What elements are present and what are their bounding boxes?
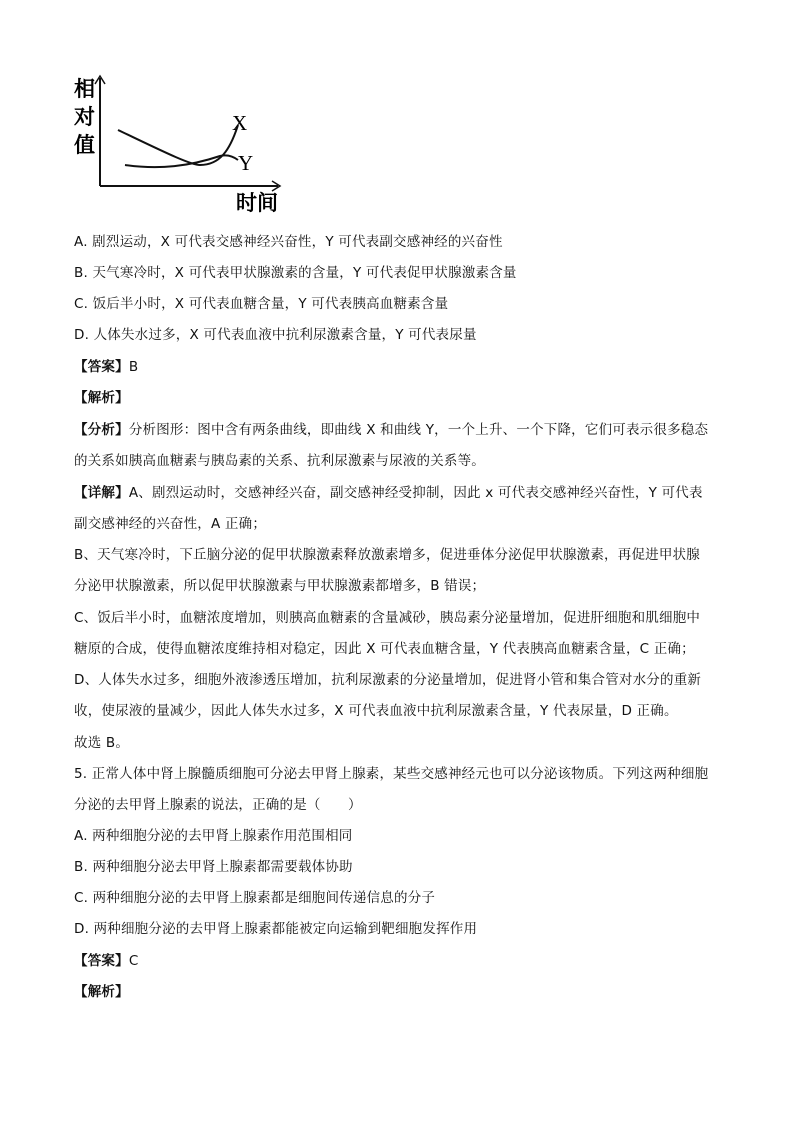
q5-stem-line-2: 分泌的去甲肾上腺素的说法，正确的是（ ）	[74, 797, 362, 813]
xlabel: 时间	[236, 191, 278, 215]
analysis-line	[74, 670, 701, 690]
curve-x	[118, 125, 238, 165]
analysis-line	[74, 545, 700, 565]
q4-option-d: D. 人体失水过多，X 可代表血液中抗利尿激素含量，Y 可代表尿量	[74, 327, 477, 343]
q4-option-b: B. 天气寒冷时，X 可代表甲状腺激素的含量，Y 可代表促甲状腺激素含量	[74, 265, 517, 281]
analysis-text: 的关系如胰高血糖素与胰岛素的关系、抗利尿激素与尿液的关系等。	[74, 453, 485, 469]
analysis-line	[74, 514, 266, 534]
analysis-line	[74, 639, 695, 659]
q5-answer	[74, 951, 138, 971]
q5-option-c: C. 两种细胞分泌的去甲肾上腺素都是细胞间传递信息的分子	[74, 890, 436, 906]
analysis-text: B、天气寒冷时，下丘脑分泌的促甲状腺激素释放激素增多，促进垂体分泌促甲状腺激素，再促进甲状腺	[74, 547, 700, 563]
analysis-line	[74, 451, 485, 471]
answer-value: C	[128, 953, 139, 969]
q5-option-d: D. 两种细胞分泌的去甲肾上腺素都能被定向运输到靶细胞发挥作用	[74, 921, 478, 937]
analysis-text: D、人体失水过多，细胞外液渗透压增加，抗利尿激素的分泌量增加，促进肾小管和集合管对水分的重新	[74, 672, 702, 688]
analysis-tag: 【分析】	[74, 422, 129, 438]
analysis-line	[74, 733, 129, 753]
analysis-line	[74, 576, 485, 596]
analysis-text: A、剧烈运动时，交感神经兴奋，副交感神经受抑制，因此 x 可代表交感神经兴奋性，Y 可代表	[128, 485, 703, 501]
ylabel-char-1: 相	[74, 77, 95, 101]
q4-option-a: A. 剧烈运动，X 可代表交感神经兴奋性，Y 可代表副交感神经的兴奋性	[74, 234, 503, 250]
answer-tag: 【答案】	[74, 359, 129, 375]
ylabel-char-3: 值	[74, 133, 95, 157]
answer-value: B	[128, 359, 139, 375]
analysis-line	[74, 608, 700, 628]
analysis-text: 故选 B。	[74, 735, 130, 751]
q4-analysis-tag: 【解析】	[74, 390, 129, 406]
analysis-text: 副交感神经的兴奋性，A 正确；	[74, 516, 267, 532]
analysis-text: 分析图形：图中含有两条曲线，即曲线 X 和曲线 Y，一个上升、一个下降，它们可表示很多稳态	[128, 422, 709, 438]
curve-y-label: Y	[238, 151, 254, 175]
q5-option-b: B. 两种细胞分泌去甲肾上腺素都需要载体协助	[74, 859, 353, 875]
analysis-text: 收，使尿液的量减少，因此人体失水过多，X 可代表血液中抗利尿激素含量，Y 代表尿量，D 正确。	[74, 703, 678, 719]
relative-value-time-figure	[70, 70, 300, 220]
q4-answer	[74, 357, 138, 377]
q4-option-c: C. 饭后半小时，X 可代表血糖含量，Y 可代表胰高血糖素含量	[74, 296, 449, 312]
detail-tag: 【详解】	[74, 485, 129, 501]
curve-x-label: X	[232, 111, 248, 135]
q5-analysis-tag: 【解析】	[74, 984, 129, 1000]
analysis-text: C、饭后半小时，血糖浓度增加，则胰高血糖素的含量减砂，胰岛素分泌量增加，促进肝细胞和肌细胞中	[74, 610, 701, 626]
q5-option-a: A. 两种细胞分泌的去甲肾上腺素作用范围相同	[74, 828, 353, 844]
analysis-text: 糖原的合成，使得血糖浓度维持相对稳定，因此 X 可代表血糖含量，Y 代表胰高血糖素含量，C 正确；	[74, 641, 695, 657]
q5-stem-line-1: 5. 正常人体中肾上腺髓质细胞可分泌去甲肾上腺素，某些交感神经元也可以分泌该物质。下列这两种细胞	[74, 766, 709, 782]
answer-tag: 【答案】	[74, 953, 129, 969]
analysis-line	[74, 483, 703, 503]
ylabel-char-2: 对	[74, 105, 95, 129]
analysis-text: 分泌甲状腺激素，所以促甲状腺激素与甲状腺激素都增多，B 错误；	[74, 578, 486, 594]
analysis-line	[74, 701, 678, 721]
analysis-line	[74, 420, 708, 440]
